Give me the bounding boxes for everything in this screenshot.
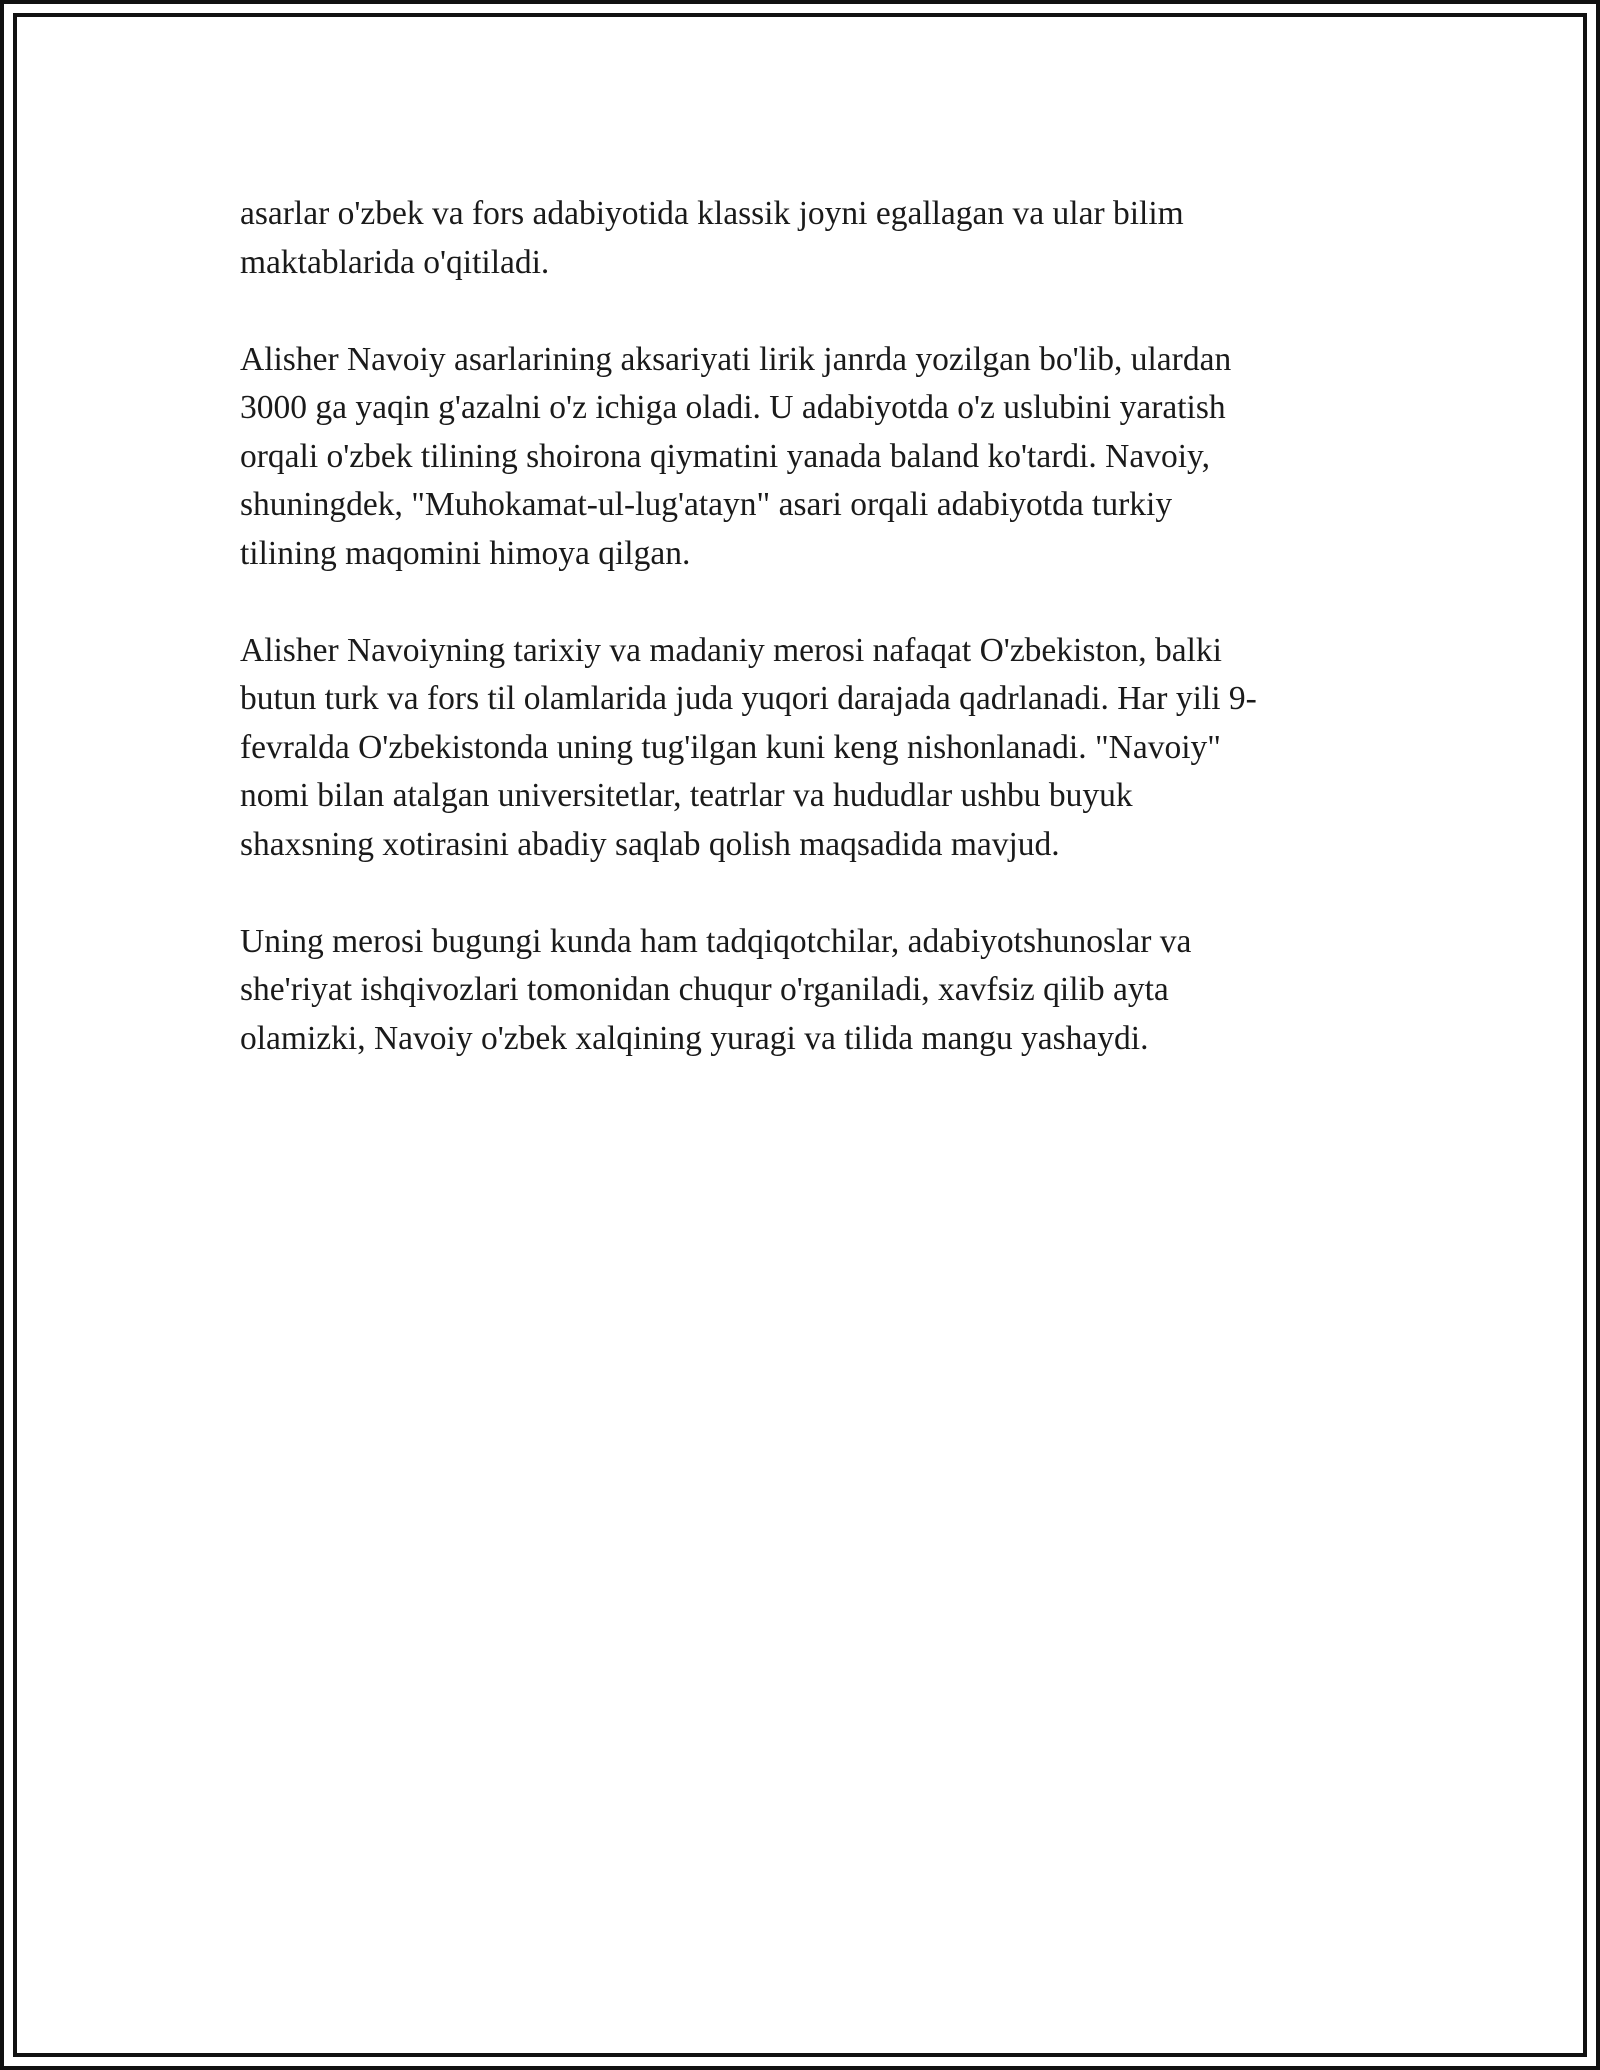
text-line: Alisher Navoiy asarlarining aksariyati lirik janrda yozilgan bo'lib, ulardan	[240, 340, 1232, 378]
text-line: maktablarida o'qitiladi.	[240, 243, 550, 281]
text-line: Uning merosi bugungi kunda ham tadqiqotchilar, adabiyotshunoslar va	[240, 922, 1192, 960]
text-line: 3000 ga yaqin g'azalni o'z ichiga oladi. U adabiyotda o'z uslubini yaratish	[240, 389, 1226, 426]
text-line: orqali o'zbek tilining shoirona qiymatini yanada baland ko'tardi. Navoiy,	[240, 437, 1210, 475]
text-line: olamizki, Navoiy o'zbek xalqining yuragi va tilida mangu yashaydi.	[240, 1019, 1149, 1057]
text-line: nomi bilan atalgan universitetlar, teatrlar va hududlar ushbu buyuk	[240, 777, 1133, 814]
paragraph-1	[240, 190, 1360, 287]
paragraph-2	[240, 336, 1360, 579]
paragraph-3	[240, 627, 1360, 870]
text-line: asarlar o'zbek va fors adabiyotida klassik joyni egallagan va ular bilim	[240, 195, 1184, 232]
text-line: she'riyat ishqivozlari tomonidan chuqur o'rganiladi, xavfsiz qilib ayta	[240, 971, 1169, 1008]
document-body	[240, 190, 1360, 1112]
text-line: butun turk va fors til olamlarida juda yuqori darajada qadrlanadi. Har yili 9-	[240, 680, 1257, 717]
text-line: shuningdek, "Muhokamat-ul-lug'atayn" asari orqali adabiyotda turkiy	[240, 486, 1173, 523]
text-line: Alisher Navoiyning tarixiy va madaniy merosi nafaqat O'zbekiston, balki	[240, 631, 1222, 669]
text-line: tilining maqomini himoya qilgan.	[240, 534, 691, 572]
text-line: fevralda O'zbekistonda uning tug'ilgan kuni keng nishonlanadi. "Navoiy"	[240, 728, 1221, 766]
text-line: shaxsning xotirasini abadiy saqlab qolish maqsadida mavjud.	[240, 825, 1060, 863]
paragraph-4	[240, 918, 1360, 1064]
